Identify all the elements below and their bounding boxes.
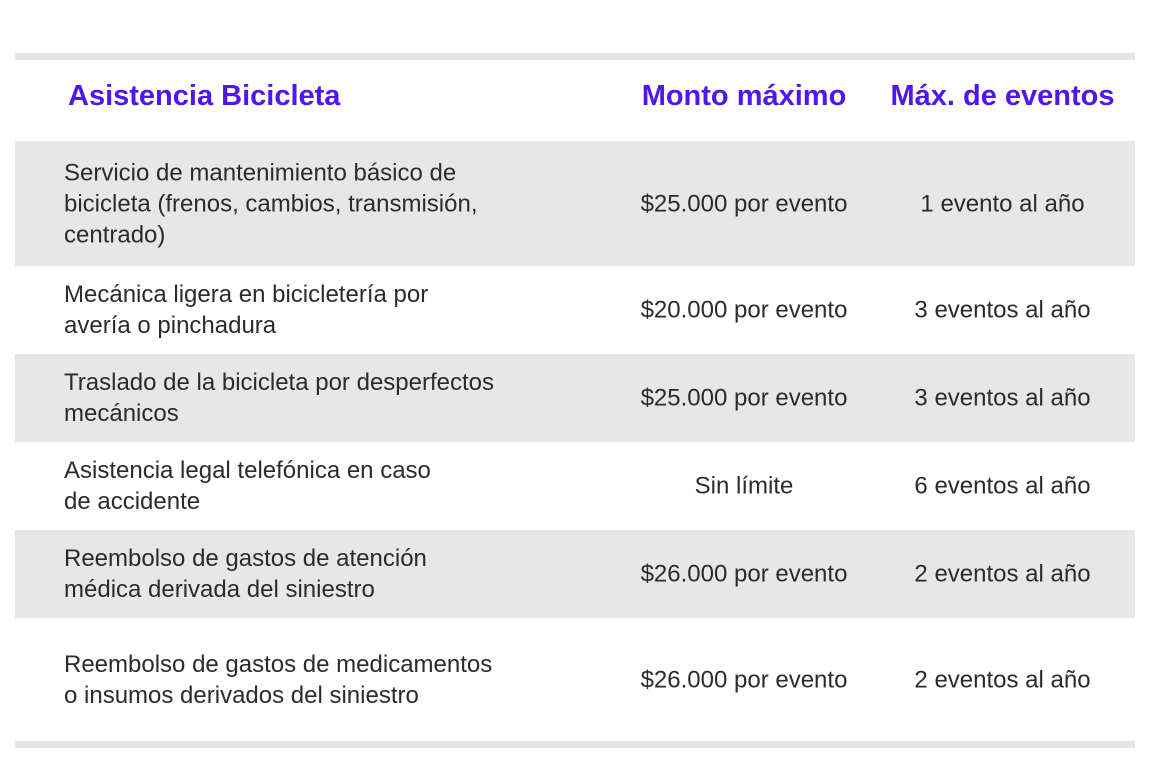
row-description-line: Asistencia legal telefónica en caso	[64, 457, 431, 484]
row-amount: $25.000 por evento	[640, 190, 848, 217]
table-header	[15, 60, 1135, 141]
row-events: 3 eventos al año	[914, 384, 1091, 412]
row-description	[64, 157, 594, 250]
row-events: 2 eventos al año	[914, 666, 1091, 693]
row-description	[64, 367, 594, 429]
table-title: Asistencia Bicicleta	[68, 80, 341, 112]
column-header-amount: Monto máximo	[641, 80, 847, 112]
table-row	[15, 354, 1135, 442]
row-amount: Sin límite	[694, 472, 794, 500]
table-row	[15, 266, 1135, 354]
row-description-line: Servicio de mantenimiento básico de	[64, 159, 457, 186]
row-events: 6 eventos al año	[914, 472, 1091, 500]
table-top-rule	[15, 53, 1135, 60]
row-description-line: mecánicos	[64, 400, 179, 427]
row-description-line: Mecánica ligera en bicicletería por	[64, 281, 429, 308]
row-description	[64, 455, 594, 517]
table-row	[15, 618, 1135, 741]
row-description	[64, 649, 594, 711]
row-description-line: Traslado de la bicicleta por desperfectos	[64, 369, 495, 396]
row-description-line: avería o pinchadura	[64, 312, 277, 339]
table-row	[15, 141, 1135, 266]
table-row	[15, 530, 1135, 618]
row-description-line: bicicleta (frenos, cambios, transmisión,	[64, 190, 478, 217]
row-events: 2 eventos al año	[914, 560, 1091, 588]
row-amount: $26.000 por evento	[640, 666, 848, 693]
row-description-line: de accidente	[64, 488, 201, 515]
row-events: 3 eventos al año	[914, 296, 1091, 324]
row-description-line: o insumos derivados del siniestro	[64, 681, 419, 709]
table-bottom-rule	[15, 741, 1135, 748]
row-description-line: Reembolso de gastos de atención	[64, 545, 427, 572]
row-amount: $25.000 por evento	[640, 384, 848, 412]
row-description	[64, 279, 594, 341]
row-description-line: centrado)	[64, 221, 166, 248]
table-row	[15, 442, 1135, 530]
row-description	[64, 543, 594, 605]
row-amount: $20.000 por evento	[640, 296, 848, 324]
row-description-line: médica derivada del siniestro	[64, 576, 375, 603]
column-header-events: Máx. de eventos	[890, 80, 1115, 112]
row-amount: $26.000 por evento	[640, 560, 848, 588]
row-description-line: Reembolso de gastos de medicamentos	[64, 650, 493, 678]
row-events: 1 evento al año	[920, 190, 1085, 217]
